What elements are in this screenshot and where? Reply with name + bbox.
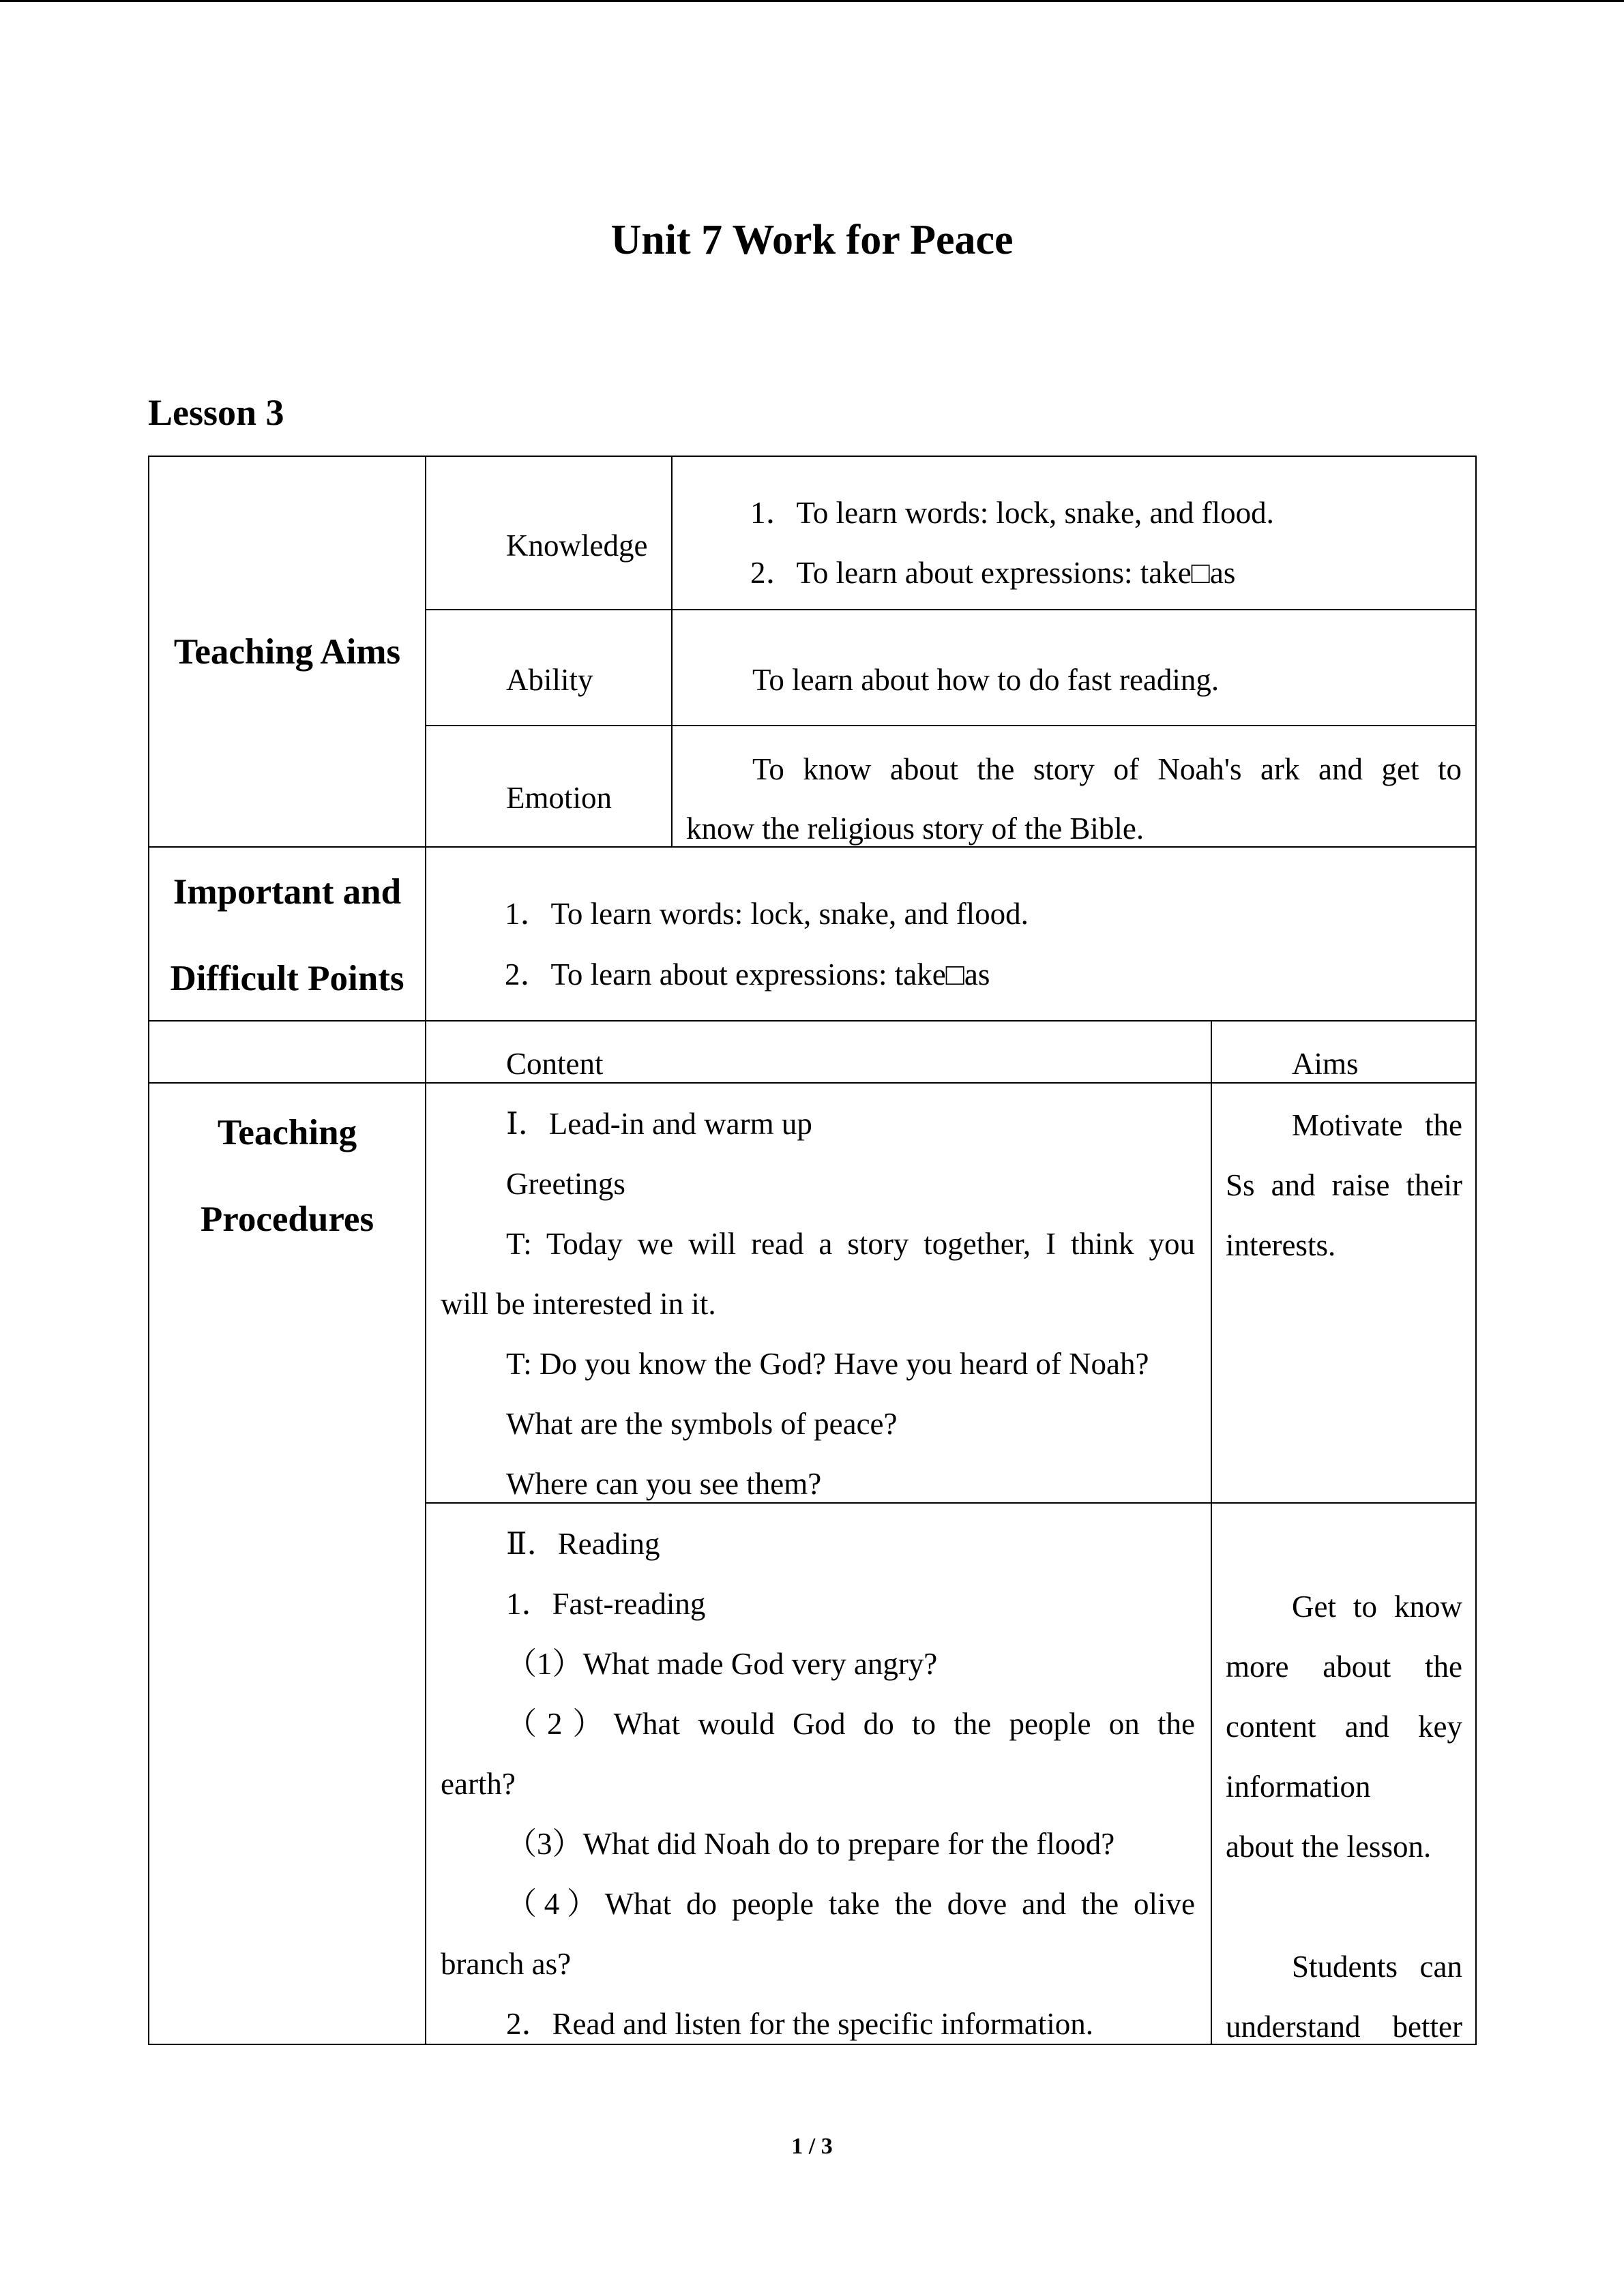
aims-column-header: Aims	[1292, 1047, 1359, 1081]
page-title: Unit 7 Work for Peace	[610, 217, 1014, 263]
knowledge-item: 1．To learn words: lock, snake, and flood.	[750, 496, 1274, 530]
emotion-label: Emotion	[506, 781, 612, 815]
knowledge-label: Knowledge	[506, 528, 648, 563]
procedure-line: Greetings	[506, 1167, 625, 1201]
important-point-item: 1．To learn words: lock, snake, and flood.	[505, 897, 1029, 931]
table-border-top	[148, 456, 1477, 457]
procedure-line: （3）What did Noah do to prepare for the flood?	[506, 1827, 1115, 1861]
teaching-procedures-label: Procedures	[200, 1199, 374, 1239]
table-border-right	[1475, 456, 1477, 2045]
procedure-line: branch as?	[441, 1947, 572, 1981]
lesson-heading: Lesson 3	[148, 392, 284, 433]
aims-line: more about the	[1226, 1650, 1462, 1684]
teaching-aims-label: Teaching Aims	[173, 632, 401, 672]
procedure-line: 2．Read and listen for the specific information.	[506, 2007, 1093, 2041]
table-border	[148, 1020, 1477, 1022]
aims-line: Students can	[1292, 1950, 1462, 1984]
knowledge-item: 2．To learn about expressions: take□as	[750, 556, 1236, 590]
table-border-left	[148, 456, 149, 2045]
table-border	[148, 1082, 1477, 1084]
table-border	[426, 609, 1477, 610]
table-border	[425, 456, 426, 2045]
procedure-line: earth?	[441, 1767, 516, 1801]
page-number: 1 / 3	[791, 2134, 833, 2159]
procedure-line: will be interested in it.	[441, 1287, 716, 1321]
procedure-line: Ⅱ．Reading	[506, 1527, 660, 1561]
table-border	[426, 725, 1477, 726]
aims-line: understand better	[1226, 2010, 1462, 2044]
aims-line: content and key	[1226, 1710, 1462, 1744]
procedure-line: （1）What made God very angry?	[506, 1647, 938, 1681]
aims-line: Motivate the	[1292, 1108, 1462, 1142]
important-point-item: 2．To learn about expressions: take□as	[505, 957, 990, 992]
emotion-text: To know about the story of Noah's ark and get to	[752, 752, 1462, 786]
aims-line: Ss and raise their	[1226, 1168, 1462, 1202]
important-points-label: Difficult Points	[170, 959, 404, 998]
procedure-line: Ⅰ．Lead-in and warm up	[506, 1107, 812, 1141]
procedure-line: T: Do you know the God? Have you heard of Noah?	[506, 1347, 1149, 1381]
emotion-text: know the religious story of the Bible.	[686, 811, 1145, 846]
procedure-line: T: Today we will read a story together, I think you	[506, 1227, 1195, 1261]
aims-line: interests.	[1226, 1228, 1336, 1262]
procedure-line: Where can you see them?	[506, 1467, 822, 1501]
aims-line: Get to know	[1292, 1590, 1462, 1624]
aims-line: about the lesson.	[1226, 1830, 1432, 1864]
page-top-border	[0, 0, 1624, 2]
table-border	[1211, 1020, 1212, 2045]
procedure-line: （2）What would God do to the people on the	[506, 1707, 1195, 1741]
procedure-line: （4）What do people take the dove and the olive	[506, 1887, 1195, 1921]
table-border	[671, 456, 673, 848]
procedure-line: 1．Fast-reading	[506, 1587, 706, 1621]
important-points-label: Important and	[173, 872, 402, 912]
ability-text: To learn about how to do fast reading.	[752, 663, 1220, 697]
content-column-header: Content	[506, 1047, 604, 1081]
ability-label: Ability	[506, 663, 593, 697]
teaching-procedures-label: Teaching	[217, 1113, 357, 1152]
procedure-line: What are the symbols of peace?	[506, 1407, 898, 1441]
aims-line: information	[1226, 1770, 1371, 1804]
